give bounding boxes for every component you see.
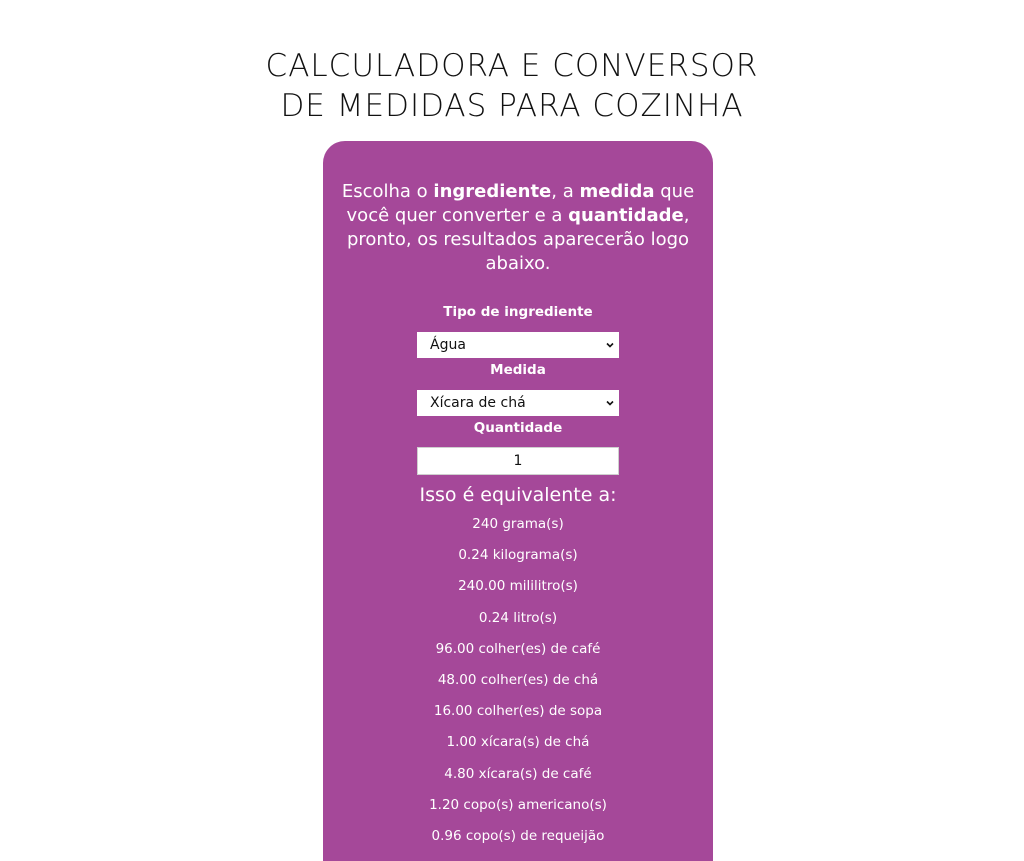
- measure-label: Medida: [490, 362, 546, 378]
- result-item-liters: 0.24 litro(s): [478, 609, 558, 626]
- ingredient-type-selected-value: Água: [430, 337, 466, 353]
- quantity-label: Quantidade: [473, 420, 563, 436]
- measure-selected-value: Xícara de chá: [430, 395, 526, 411]
- result-item-tea-cups: 1.00 xícara(s) de chá: [446, 734, 590, 751]
- result-item-grams: 240 grama(s): [472, 516, 564, 532]
- result-item-coffee-spoons: 96.00 colher(es) de café: [435, 640, 601, 657]
- result-item-teaspoons: 48.00 colher(es) de chá: [437, 671, 599, 688]
- result-item-american-glasses: 1.20 copo(s) americano(s): [429, 796, 607, 813]
- result-item-requeijao-glasses: 0.96 copo(s) de requeijão: [431, 827, 605, 844]
- chevron-down-icon: [606, 341, 614, 349]
- measure-select[interactable]: [417, 390, 619, 416]
- intro-part-4: , pronto, os resultados aparecerão logo abaixo.: [346, 205, 690, 274]
- intro-part-2: , a: [551, 181, 580, 202]
- result-item-milliliters: 240.00 mililitro(s): [458, 578, 578, 595]
- results-heading: Isso é equivalente a:: [419, 484, 617, 506]
- result-item-kilograms: 0.24 kilograma(s): [458, 547, 578, 564]
- page-title-line-1: CALCULADORA E CONVERSOR: [265, 48, 759, 84]
- result-item-coffee-cups: 4.80 xícara(s) de café: [444, 765, 592, 782]
- intro-part-1: Escolha o: [341, 181, 434, 202]
- quantity-input[interactable]: 1: [417, 447, 619, 475]
- intro-text: [331, 180, 705, 276]
- converter-card: [323, 141, 713, 861]
- intro-bold-quantity: quantidade: [568, 205, 684, 226]
- ingredient-type-label: Tipo de ingrediente: [443, 304, 593, 320]
- results-list: [323, 514, 713, 857]
- page-title: [0, 46, 1024, 126]
- page-title-line-2: DE MEDIDAS PARA COZINHA: [280, 88, 744, 124]
- result-item-tablespoons: 16.00 colher(es) de sopa: [433, 703, 603, 720]
- intro-bold-ingredient: ingrediente: [433, 181, 552, 202]
- intro-bold-measure: medida: [579, 181, 655, 202]
- chevron-down-icon: [606, 399, 614, 407]
- intro-part-3: que você quer converter e a: [346, 181, 695, 226]
- ingredient-type-select[interactable]: [417, 332, 619, 358]
